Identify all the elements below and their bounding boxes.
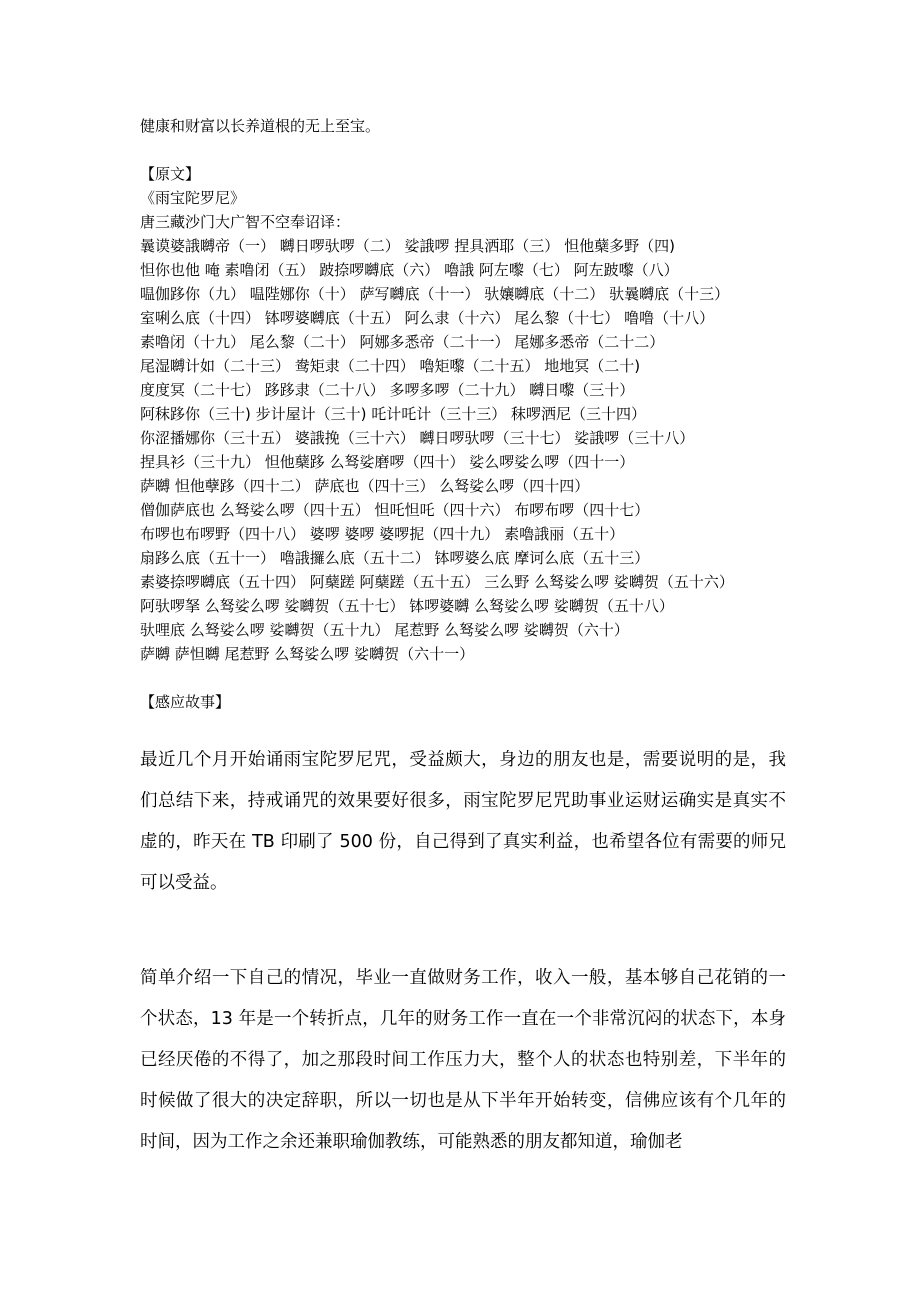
mantra-line: 曩谟婆誐嚩帝（一） 嚩日啰驮啰（二） 娑誐啰 捏具洒耶（三） 怛他蘖多野（四) [140,237,675,255]
mantra-line: 素噜闭（十九） 尾么黎（二十） 阿娜多悉帝（二十一） 尾娜多悉帝（二十二） [140,333,665,351]
section-heading-story: 【感应故事】 [140,693,231,711]
mantra-line: 萨嚩 怛他孽跢（四十二） 萨底也（四十三） 么驽娑么啰（四十四） [140,477,590,495]
mantra-line: 扇跢么底（五十一） 嚕誐攞么底（五十二） 钵啰婆么底 摩诃么底（五十三） [140,549,650,567]
mantra-line: 你涩播娜你（三十五） 婆誐挽（三十六） 嚩日啰驮啰（三十七） 娑誐啰（三十八） [140,429,695,447]
mantra-line: 度度冥（二十七） 跢跢隶（二十八） 多啰多啰（二十九） 嚩日嚟（三十） [140,381,635,399]
mantra-line: 阿秣跢你（三十) 步计屋计（三十) 吒计吒计（三十三） 秣啰洒尼（三十四） [140,405,647,423]
mantra-line: 素婆捺啰嚩底（五十四） 阿蘖蹉 阿蘖蹉（五十五） 三么野 么驽娑么啰 娑嚩贺（五十六） [140,573,734,591]
intro-line: 健康和财富以长养道根的无上至宝。 [140,117,381,135]
mantra-line: 嗢伽跢你（九） 嗢陛娜你（十） 萨写嚩底（十一） 驮孃嚩底（十二） 驮曩嚩底（十三） [140,285,730,303]
mantra-line: 阿驮啰拏 么驽娑么啰 娑嚩贺（五十七） 钵啰婆嚩 么驽娑么啰 娑嚩贺（五十八） [140,597,674,615]
mantra-title: 《雨宝陀罗尼》 [140,189,246,207]
section-heading-original-text: 【原文】 [140,165,201,183]
mantra-line: 布啰也布啰野（四十八） 婆啰 婆啰 婆啰抳（四十九） 素嚕誐丽（五十） [140,525,625,543]
mantra-line: 捏具衫（三十九） 怛他蘖跢 么驽娑磨啰（四十） 娑么啰娑么啰（四十一） [140,453,635,471]
mantra-line: 驮哩底 么驽娑么啰 娑嚩贺（五十九） 尾惹野 么驽娑么啰 娑嚩贺（六十） [140,621,629,639]
mantra-line: 尾湿嚩计如（二十三） 鸯矩隶（二十四） 嚕矩嚟（二十五） 地地冥（二十) [140,357,641,375]
mantra-line: 萨嚩 萨怛嚩 尾惹野 么驽娑么啰 娑嚩贺（六十一） [140,645,475,663]
mantra-translator-line: 唐三藏沙门大广智不空奉诏译： [140,213,351,231]
mantra-line: 怛你也他 唵 素噜闭（五） 跛捺啰嚩底（六） 嚕誐 阿左嚟（七） 阿左跛嚟（八） [140,261,679,279]
mantra-line: 室唎么底（十四） 钵啰婆嚩底（十五） 阿么隶（十六） 尾么黎（十七） 噜噜（十八） [140,309,715,327]
mantra-line: 僧伽萨底也 么驽娑么啰（四十五） 怛吒怛吒（四十六） 布啰布啰（四十七） [140,501,650,519]
story-paragraph: 最近几个月开始诵雨宝陀罗尼咒，受益颇大，身边的朋友也是，需要说明的是，我们总结下来，持戒诵咒的效果要好很多，雨宝陀罗尼咒助事业运财运确实是真实不虚的，昨天在 TB 印刷了 500 份，自己得到了真实利益，也希望各位有需要的师兄可以受益。 [140,750,786,893]
story-paragraph: 简单介绍一下自己的情况，毕业一直做财务工作，收入一般，基本够自己花销的一个状态，13 年是一个转折点，几年的财务工作一直在一个非常沉闷的状态下，本身已经厌倦的不得了，加之那段时间工作压力大，整个人的状态也特别差，下半年的时候做了很大的决定辞职，所以一切也是从下半年开始转变，信佛应该有个几年的时间，因为工作之余还兼职瑜伽教练，可能熟悉的朋友都知道，瑜伽老 [140,968,786,1152]
mantra-text-block [140,186,734,666]
